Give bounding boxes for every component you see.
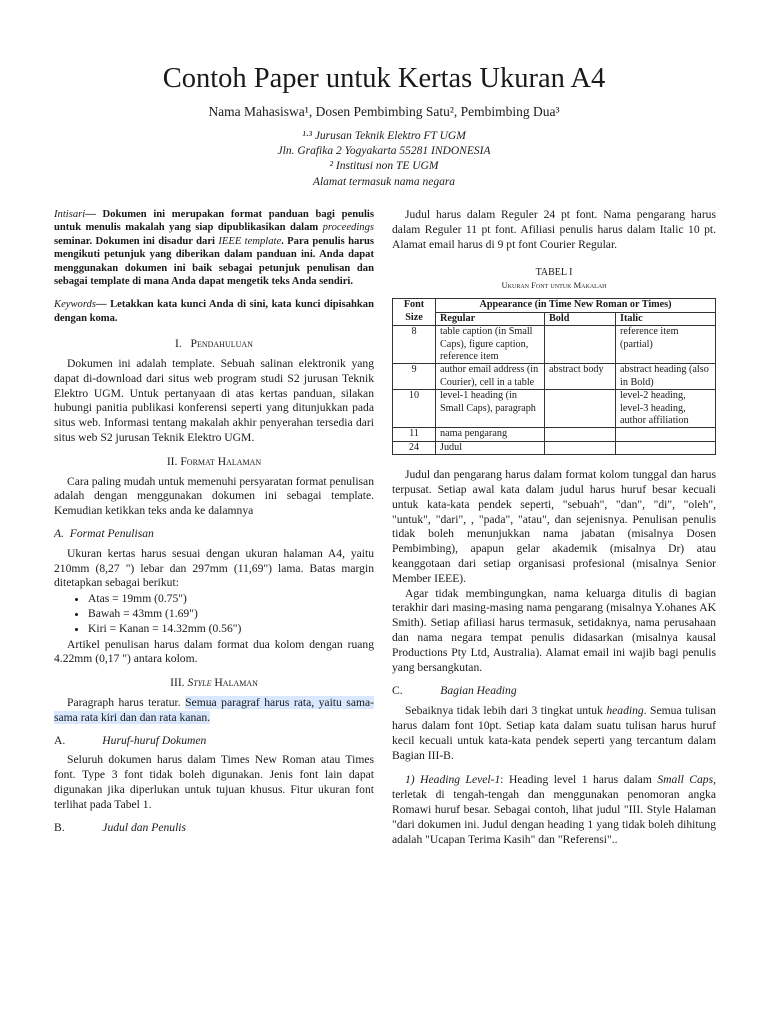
paragraph-text: : Heading level 1 harus dalam bbox=[500, 773, 658, 787]
regular-header: Regular bbox=[436, 312, 545, 325]
paragraph-text: , terletak di tengah-tengah dan menggunakan penomoran angka Romawi huruf besar. Sebagai contoh, lihat judul "III. Style Halaman "dari dokumen ini. Judul dengan heading 1 yang tidak boleh dihitung adalah "Ucapan Terima Kasih" dan "Referensi".. bbox=[392, 773, 716, 846]
paragraph bbox=[54, 696, 374, 726]
section-number: II. bbox=[166, 454, 178, 468]
italic-header: Italic bbox=[616, 312, 716, 325]
margin-list bbox=[54, 592, 374, 636]
list-item: • Kiri = Kanan = 14.32mm (0.56") bbox=[88, 622, 374, 637]
affiliation-address: Jln. Grafika 2 Yogyakarta 55281 INDONESIA bbox=[277, 145, 491, 157]
subsection-label: C. bbox=[392, 684, 403, 698]
subsection-heading-a2 bbox=[54, 734, 374, 749]
paragraph: Artikel penulisan harus dalam format dua kolom dengan ruang 4.22mm (0,17 ") antara kolom. bbox=[54, 637, 374, 666]
paper-title: Contoh Paper untuk Kertas Ukuran A4 bbox=[162, 63, 606, 94]
abstract-text-2: seminar. Dokumen ini disadur dari bbox=[54, 235, 219, 247]
paragraph: Seluruh dokumen harus dalam Times New Roman atau Times font. Type 3 font tidak boleh digunakan. Jenis font lain dapat digunakan jika diperlukan untuk tujuan khusus. Fitur ukuran font terlihat pada Tabel 1. bbox=[54, 753, 374, 811]
abstract-text-3: . Para penulis harus mengikuti petunjuk yang diberikan dalam panduan ini. Anda dapat menggunakan dokumen ini baik sebagai petunjuk penulisan dan sebagai template di mana Anda dapat mengetik teks Anda sendiri. bbox=[54, 235, 374, 288]
left-column bbox=[54, 208, 374, 840]
subsection-title: Format Penulisan bbox=[69, 527, 154, 541]
paragraph: Judul harus dalam Reguler 24 pt font. Nama pengarang harus dalam Reguler 11 pt font. Afiliasi penulis harus dalam Italic 10 pt. Alamat email harus di 9 pt font Courier Regular. bbox=[392, 208, 716, 251]
table-row bbox=[393, 428, 716, 441]
paragraph-italic: Small Caps bbox=[657, 773, 714, 787]
font-size-header: Font Size bbox=[393, 299, 436, 326]
table-cell bbox=[545, 441, 616, 454]
subsection-label: A. bbox=[54, 527, 64, 541]
keywords-label: Keywords bbox=[54, 299, 96, 311]
paragraph: Cara paling mudah untuk memenuhi persyaratan format penulisan adalah dengan menggunakan dokumen ini sebagai template. Kemudian ketikkan teks anda ke dalamnya bbox=[54, 474, 374, 518]
table-cell: 11 bbox=[393, 428, 436, 441]
subsection-heading-b bbox=[54, 821, 374, 836]
paragraph: Judul dan pengarang harus dalam format kolom tunggal dan harus terpusat. Setiap awal kata dalam judul harus huruf besar kecuali untuk kata-kata pendek seperti, "sebuah", "dan", "di", "oleh", "untuk", "dari", , "pada", "atau", dan sejenisnya. Penulisan penulis tidak boleh menunjukkan nama jabatan (misalnya Dosen Pembimbing), apapun gelar akademik (misalnya Dr) atau keanggotaan dari setiap organisasi profesional (misalnya Senior Member IEEE). bbox=[392, 468, 716, 585]
table-row bbox=[393, 441, 716, 454]
font-size-table bbox=[392, 298, 716, 455]
highlighted-text: Semua paragraf harus rata, yaitu sama-sama rata kiri dan dan rata kanan. bbox=[54, 695, 374, 724]
paragraph: Ukuran kertas harus sesuai dengan ukuran halaman A4, yaitu 210mm (8,27 ") lebar dan 297mm (11,69") lama. Batas margin ditetapkan sebagai berikut: bbox=[54, 546, 374, 590]
affiliation-2: ² Institusi non TE UGM bbox=[329, 160, 439, 172]
table-cell: author email address (in Courier), cell in a table bbox=[436, 364, 545, 390]
paragraph-italic: heading bbox=[606, 704, 644, 718]
table-cell bbox=[545, 390, 616, 428]
abstract-text-1: Dokumen ini merupakan format panduan bagi penulis untuk menulis makalah yang siap dipublikasikan dalam bbox=[54, 209, 374, 234]
list-item: • Bawah = 43mm (1.69") bbox=[88, 607, 374, 622]
abstract-ieee: IEEE template bbox=[218, 235, 282, 247]
subsection-title: Bagian Heading bbox=[440, 684, 517, 698]
table-cell: reference item (partial) bbox=[616, 326, 716, 364]
table-row bbox=[393, 390, 716, 428]
table-cell: table caption (in Small Caps), figure caption, reference item bbox=[436, 326, 545, 364]
table-cell: 9 bbox=[393, 364, 436, 390]
subsection-heading-c bbox=[392, 684, 716, 699]
subsection-heading-a bbox=[54, 527, 374, 542]
section-heading-2 bbox=[54, 455, 374, 470]
subsection-label: A. bbox=[54, 733, 66, 747]
table-cell: 10 bbox=[393, 390, 436, 428]
subsection-title: Huruf-huruf Dokumen bbox=[102, 733, 207, 747]
table-row bbox=[393, 364, 716, 390]
paragraph-text: . Semua tulisan harus dalam font 10pt. Setiap kata dalam suatu tulisan harus huruf kecil kecuali untuk kata-kata pendek seperti yang tercantum dalam Bagian III-B. bbox=[392, 704, 716, 762]
section-title-style: Style bbox=[187, 676, 212, 690]
table-cell: abstract body bbox=[545, 364, 616, 390]
paragraph-text: Sebaiknya tidak lebih dari 3 tingkat untuk bbox=[405, 704, 607, 718]
table-cell: level-2 heading, level-3 heading, author affiliation bbox=[616, 390, 716, 428]
table-cell: 24 bbox=[393, 441, 436, 454]
list-item: • Atas = 19mm (0.75") bbox=[88, 592, 374, 607]
table-cell: nama pengarang bbox=[436, 428, 545, 441]
section-heading-3 bbox=[54, 676, 374, 691]
abstract-dash: — bbox=[85, 209, 103, 220]
affiliation-1: ¹·³ Jurusan Teknik Elektro FT UGM bbox=[302, 130, 466, 142]
table-header-row bbox=[393, 299, 716, 312]
keywords-dash: — bbox=[95, 299, 111, 311]
keywords bbox=[54, 298, 374, 325]
table-cell bbox=[545, 326, 616, 364]
section-heading-1 bbox=[54, 337, 374, 352]
table-caption: TABEL I bbox=[535, 267, 573, 279]
appearance-header: Appearance (in Time New Roman or Times) bbox=[436, 299, 716, 312]
abstract-proceedings: proceedings bbox=[322, 222, 374, 234]
right-column bbox=[392, 208, 716, 847]
abstract bbox=[54, 208, 374, 288]
section-title: Format Halaman bbox=[180, 454, 262, 468]
table-cell: Judul bbox=[436, 441, 545, 454]
table-row bbox=[393, 326, 716, 364]
subsection-label: B. bbox=[54, 820, 65, 834]
subsection-title: Judul dan Penulis bbox=[102, 820, 187, 834]
keywords-text: Letakkan kata kunci Anda di sini, kata kunci dipisahkan dengan koma. bbox=[54, 299, 374, 324]
section-title: Pendahuluan bbox=[190, 337, 253, 351]
paragraph bbox=[392, 773, 716, 847]
author-list: Nama Mahasiswa¹, Dosen Pembimbing Satu², Pembimbing Dua³ bbox=[208, 104, 560, 119]
section-number: III. bbox=[170, 676, 185, 690]
table-cell bbox=[616, 428, 716, 441]
paragraph: Agar tidak membingungkan, nama keluarga ditulis di bagian terakhir dari masing-masing nama pengarang (misalnya Y.ohanes AK Smith). Setiap afiliasi harus termasuk, setidaknya, nama perusahaan dan nama negara tempat penulis didasarkan (misalnya kausal Productions Pty Ltd, Australia). Alamat email ini wajib bagi penulis yang bersangkutan. bbox=[392, 586, 716, 674]
table-cell: abstract heading (also in Bold) bbox=[616, 364, 716, 390]
section-title: Halaman bbox=[211, 676, 258, 690]
heading-level-label: 1) Heading Level-1 bbox=[405, 773, 501, 787]
affiliation-note: Alamat termasuk nama negara bbox=[312, 176, 456, 188]
table-cell bbox=[616, 441, 716, 454]
abstract-label: Intisari bbox=[54, 209, 86, 220]
table-header-row bbox=[393, 312, 716, 325]
paragraph bbox=[392, 704, 716, 763]
paragraph: Dokumen ini adalah template. Sebuah salinan elektronik yang dapat di-download dari situs web program studi S2 jurusan Teknik Elektro UGM. Untuk pertanyaan di atas kertas panduan, silakan hubungi panitia publikasi konferensi seperti yang ditunjukkan pada situs web. Informasi tentang makalah akhir penyerahan tersedia dari situs web S2 jurusan Teknik Elektro UGM. bbox=[54, 357, 374, 445]
table-cell: 8 bbox=[393, 326, 436, 364]
section-number: I. bbox=[175, 337, 182, 351]
bold-header: Bold bbox=[545, 312, 616, 325]
table-subcaption: Ukuran Font untuk Makalah bbox=[501, 280, 607, 291]
paragraph-text: Paragraph harus teratur. bbox=[67, 695, 186, 709]
table-cell: level-1 heading (in Small Caps), paragraph bbox=[436, 390, 545, 428]
table-cell bbox=[545, 428, 616, 441]
